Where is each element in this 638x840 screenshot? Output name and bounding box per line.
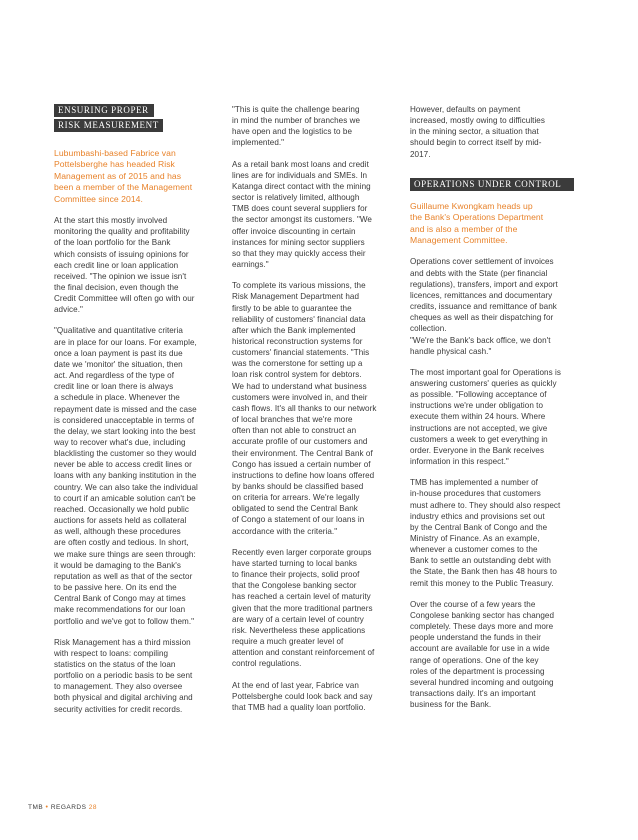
- body-paragraph: "This is quite the challenge bearing in mind the number of branches we have open and the logistics to be implemented.": [232, 105, 361, 148]
- body-paragraph: Operations cover settlement of invoices and debts with the State (per financial regulations), transfers, import and export licences, remittances and documentary credits, issuance and remittance of bank cheques as well as their dispatching for collection. "We're the Bank's back office, we don't handle physical cash.": [410, 257, 558, 356]
- footer-separator: •: [45, 804, 49, 811]
- body-paragraph: The most important goal for Operations is answering customers' queries as quickly as possible. "Following acceptance of instructions we're under obligation to execute them within 24 hours. Where instructions are not accepted, we give customers a week to get everything in order. Everyone in the Bank receives information in this respect.": [410, 367, 561, 467]
- page-number: 28: [88, 804, 98, 811]
- footer-brand: TMB: [28, 804, 44, 811]
- lead-paragraph-risk: Lubumbashi-based Fabrice van Pottelsberghe has headed Risk Management as of 2015 and has been a member of the Management Committee since 2014.: [54, 148, 193, 204]
- body-paragraph: As a retail bank most loans and credit lines are for individuals and SMEs. In Katanga direct contact with the mining sector is relatively limited, although TMB does count several suppliers for the sector amongst its customers. "We offer invoice discounting in certain instances for mining sector suppliers so that they may quickly access their earnings.": [232, 159, 372, 270]
- body-paragraph: "Qualitative and quantitative criteria are in place for our loans. For example, once a loan payment is past its due date we 'monitor' the situation, then act. And regardless of the type of credit line or loan there is always a schedule in place. Whenever the repayment date is missed and the case is considered unacceptable in terms of the delay, we start looking into the best way to recover what's due, including blacklisting the customer so they would never be able to access credit lines or loans with any banking institution in the country. We can also take the individual to court if an amicable solution can't be reached. Occasionally we hold public auctions for assets held as collateral as well, although these procedures are often costly and tedious. In short, we make sure things are seen through: it would be damaging to the Bank's reputation as well as that of the sector to be passive here. On its end the Central Bank of Congo may at times make recommendations for our loan portfolio and we've got to follow them.": [54, 326, 198, 626]
- column-1: [54, 104, 208, 725]
- body-paragraph: Over the course of a few years the Congolese banking sector has changed completely. These days more and more people understand the funds in their account are available for use in a wide range of operations. One of the key roles of the department is processing several hundred incoming and outgoing transactions daily. It's an important business for the Bank.: [410, 599, 554, 710]
- body-paragraph: At the end of last year, Fabrice van Pottelsberghe could look back and say that TMB had a quality loan portfolio.: [232, 680, 373, 712]
- body-paragraph: Recently even larger corporate groups have started turning to local banks to finance their projects, solid proof that the Congolese banking sector has reached a certain level of maturity given that the more traditional partners are wary of a certain level of country risk. Nevertheless these applications require a much greater level of attention and constant reinforcement of control regulations.: [232, 547, 375, 669]
- lead-paragraph-operations: Guillaume Kwongkam heads up the Bank's Operations Department and is also a member of the Management Committee.: [410, 200, 544, 245]
- page-footer: [28, 804, 97, 811]
- body-paragraph: At the start this mostly involved monitoring the quality and profitability of the loan portfolio for the Bank which consists of issuing opinions for each credit line or loan application received. "The opinion we issue isn't the final decision, even though the Credit Committee will often go with our advice.": [54, 216, 195, 315]
- column-3: [410, 104, 574, 720]
- column-2: [232, 104, 390, 723]
- body-paragraph: TMB has implemented a number of in-house procedures that customers must adhere to. They should also respect industry ethics and provisions set out by the Central Bank of Congo and the Ministry of Finance. As an example, whenever a customer comes to the Bank to settle an outstanding debt with the State, the Bank then has 48 hours to remit this money to the Public Treasury.: [410, 478, 561, 588]
- body-paragraph: Risk Management has a third mission with respect to loans: compiling statistics on the status of the loan portfolio on a periodic basis to be sent to management. They also oversee both physical and digital archiving and security activities for credit records.: [54, 637, 193, 714]
- footer-title: REGARDS: [50, 804, 87, 811]
- section-header-risk-line1: ENSURING PROPER: [54, 104, 154, 117]
- body-paragraph: However, defaults on payment increased, mostly owing to difficulties in the mining sector, a situation that should begin to correct itself by mid- 2017.: [410, 105, 545, 159]
- body-paragraph: To complete its various missions, the Risk Management Department had firstly to be able to guarantee the reliability of customers' financial data after which the Bank implemented historical reconstruction systems for customers' financial statements. "This was the cornerstone for setting up a loan risk control system for debtors. We had to understand what business customers were involved in, and their cash flows. It's all thanks to our network of local branches that we're more often than not able to construct an accurate profile of our customers and their environment. The Central Bank of Congo has issued a certain number of instructions to define how loans offered by banks should be classified based on criteria for arrears. We're legally obligated to send the Central Bank of Congo a statement of our loans in accordance with the criteria.": [232, 281, 377, 536]
- section-header-operations: OPERATIONS UNDER CONTROL: [410, 178, 574, 191]
- section-header-risk-line2: RISK MEASUREMENT: [54, 119, 163, 132]
